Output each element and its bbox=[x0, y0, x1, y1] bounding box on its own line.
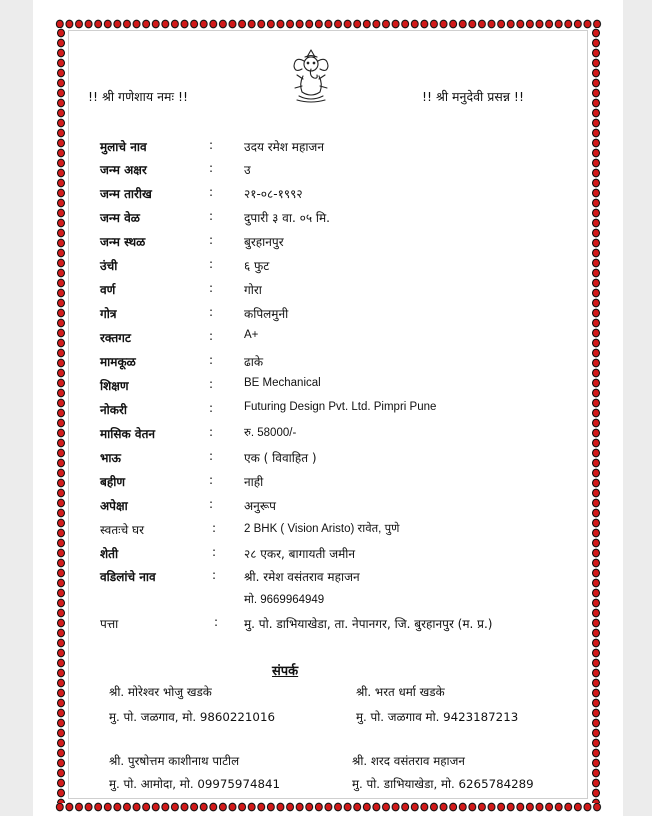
detail-colon: : bbox=[209, 257, 214, 271]
detail-row bbox=[100, 353, 570, 373]
detail-value: अनुरूप bbox=[244, 499, 276, 513]
address-label: पत्ता bbox=[100, 617, 119, 631]
detail-colon: : bbox=[209, 305, 214, 319]
detail-label: जन्म स्थळ bbox=[100, 235, 146, 249]
detail-colon: : bbox=[209, 377, 214, 391]
detail-value: २१-०८-१९९२ bbox=[244, 187, 303, 201]
detail-value: कपिलमुनी bbox=[244, 307, 289, 321]
contact-4-detail: मु. पो. डाभियाखेडा, मो. 6265784289 bbox=[352, 777, 534, 791]
detail-value: उ bbox=[244, 163, 251, 177]
detail-value: दुपारी ३ वा. ०५ मि. bbox=[244, 211, 330, 225]
detail-label: उंची bbox=[100, 259, 118, 273]
detail-colon: : bbox=[209, 401, 214, 415]
detail-row bbox=[100, 233, 570, 253]
detail-colon: : bbox=[209, 449, 214, 463]
detail-label: वर्ण bbox=[100, 283, 116, 297]
detail-value: श्री. रमेश वसंतराव महाजन bbox=[244, 570, 360, 584]
detail-colon: : bbox=[209, 473, 214, 487]
detail-colon: : bbox=[209, 425, 214, 439]
contact-1-name: श्री. मोरेश्वर भोजु खडके bbox=[109, 685, 212, 699]
detail-colon: : bbox=[212, 568, 217, 582]
contact-3-name: श्री. पुरषोत्तम काशीनाथ पाटील bbox=[109, 754, 240, 768]
detail-label: भाऊ bbox=[100, 451, 121, 465]
detail-value: 2 BHK ( Vision Aristo) रावेत, पुणे bbox=[244, 523, 400, 535]
detail-row bbox=[100, 138, 570, 158]
detail-row bbox=[100, 473, 570, 493]
detail-row bbox=[100, 449, 570, 469]
father-phone-row bbox=[100, 592, 560, 612]
detail-label: मुलाचे नाव bbox=[100, 140, 147, 154]
detail-row bbox=[100, 185, 570, 205]
detail-label: जन्म तारीख bbox=[100, 187, 152, 201]
ganesh-icon bbox=[289, 46, 333, 104]
detail-row bbox=[100, 161, 570, 181]
detail-label: वडिलांचे नाव bbox=[100, 570, 156, 584]
detail-label: जन्म अक्षर bbox=[100, 163, 147, 177]
detail-row bbox=[100, 545, 570, 565]
detail-row bbox=[100, 281, 570, 301]
detail-row bbox=[100, 497, 570, 517]
detail-row bbox=[100, 305, 570, 325]
detail-colon: : bbox=[209, 329, 214, 343]
detail-row bbox=[100, 257, 570, 277]
detail-colon: : bbox=[209, 281, 214, 295]
detail-value: उदय रमेश महाजन bbox=[244, 140, 325, 154]
detail-colon: : bbox=[209, 209, 214, 223]
detail-value: Futuring Design Pvt. Ltd. Pimpri Pune bbox=[244, 401, 437, 413]
detail-label: शेती bbox=[100, 547, 119, 561]
detail-value: गोरा bbox=[244, 283, 262, 297]
detail-row bbox=[100, 521, 570, 541]
decorative-border-bottom bbox=[55, 801, 602, 813]
detail-colon: : bbox=[212, 545, 217, 559]
detail-label: शिक्षण bbox=[100, 379, 129, 393]
detail-value: ६ फुट bbox=[244, 259, 270, 273]
detail-label: बहीण bbox=[100, 475, 126, 489]
detail-row bbox=[100, 209, 570, 229]
detail-label: नोकरी bbox=[100, 403, 128, 417]
contact-4-name: श्री. शरद वसंतराव महाजन bbox=[352, 754, 465, 768]
detail-colon: : bbox=[209, 185, 214, 199]
detail-value: A+ bbox=[244, 329, 259, 341]
detail-value: एक ( विवाहित ) bbox=[244, 451, 317, 465]
contact-2-detail: मु. पो. जळगाव मो. 9423187213 bbox=[356, 710, 519, 724]
contact-2-name: श्री. भरत धर्मा खडके bbox=[356, 685, 445, 699]
detail-label: मासिक वेतन bbox=[100, 427, 156, 441]
detail-label: मामकूळ bbox=[100, 355, 136, 369]
decorative-border-right bbox=[590, 28, 602, 803]
detail-row bbox=[100, 401, 570, 421]
detail-label: स्वतःचे घर bbox=[100, 523, 145, 537]
contact-title: संपर्क bbox=[272, 664, 299, 679]
detail-row bbox=[100, 377, 570, 397]
detail-label: अपेक्षा bbox=[100, 499, 128, 513]
address-value: मु. पो. डाभियाखेडा, ता. नेपानगर, जि. बुरहानपुर (म. प्र.) bbox=[244, 617, 493, 631]
decorative-border-left bbox=[55, 28, 67, 803]
detail-colon: : bbox=[209, 353, 214, 367]
detail-colon: : bbox=[209, 233, 214, 247]
header-right-blessing: !! श्री मनुदेवी प्रसन्न !! bbox=[422, 89, 524, 104]
detail-value: रु. 58000/- bbox=[244, 427, 297, 439]
detail-row bbox=[100, 568, 570, 588]
detail-row bbox=[100, 329, 570, 349]
address-colon: : bbox=[214, 615, 219, 629]
header-left-blessing: !! श्री गणेशाय नमः !! bbox=[88, 89, 189, 104]
address-row bbox=[100, 615, 570, 635]
detail-colon: : bbox=[209, 161, 214, 175]
detail-label: जन्म वेळ bbox=[100, 211, 140, 225]
detail-colon: : bbox=[209, 497, 214, 511]
detail-value: नाही bbox=[244, 475, 264, 489]
contact-1-detail: मु. पो. जळगाव, मो. 9860221016 bbox=[109, 710, 275, 724]
detail-row bbox=[100, 425, 570, 445]
decorative-border-top bbox=[55, 18, 602, 30]
father-phone: मो. 9669964949 bbox=[244, 594, 325, 606]
detail-label: रक्तगट bbox=[100, 331, 131, 345]
detail-value: बुरहानपुर bbox=[244, 235, 284, 249]
detail-colon: : bbox=[209, 138, 214, 152]
detail-value: २८ एकर, बागायती जमीन bbox=[244, 547, 356, 561]
contact-3-detail: मु. पो. आमोदा, मो. 09975974841 bbox=[109, 777, 280, 791]
detail-value: BE Mechanical bbox=[244, 377, 321, 389]
detail-label: गोत्र bbox=[100, 307, 117, 321]
detail-colon: : bbox=[212, 521, 217, 535]
detail-value: ढाके bbox=[244, 355, 264, 369]
